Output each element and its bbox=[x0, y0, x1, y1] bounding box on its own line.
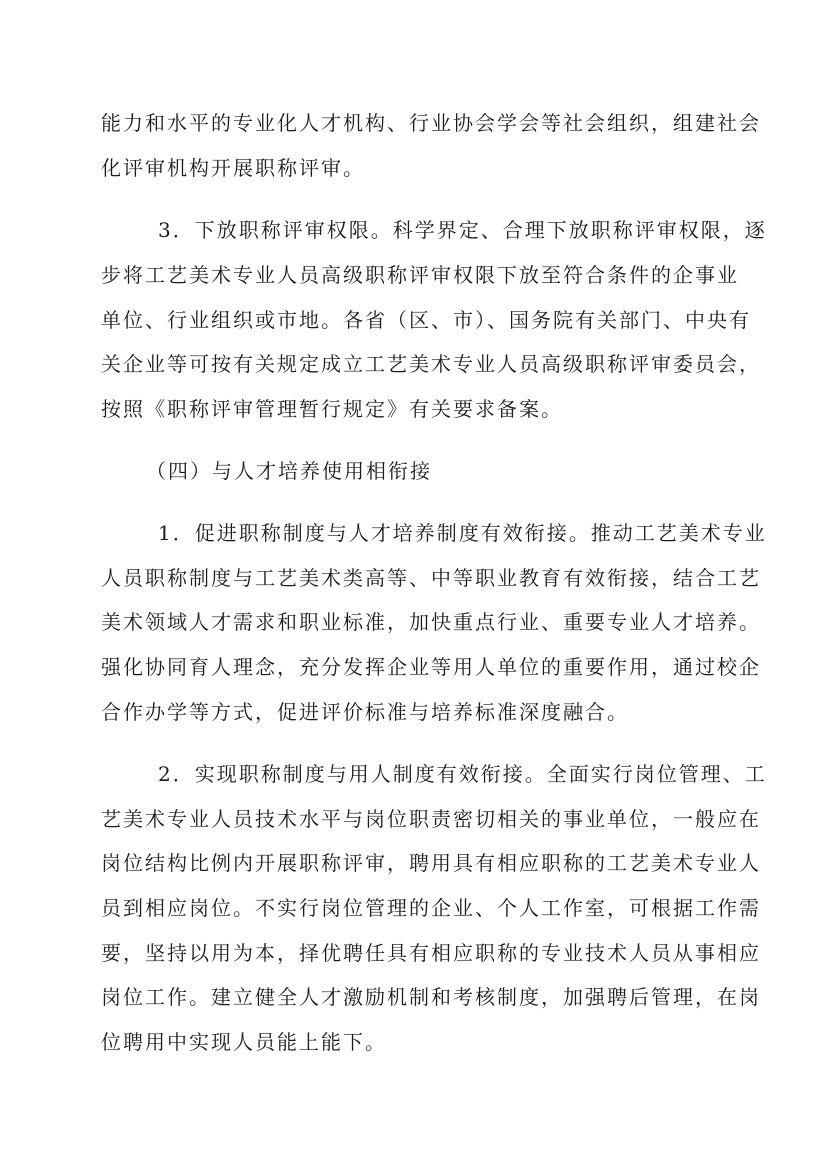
text-line: 3．下放职称评审权限。科学界定、合理下放职称评审权限，逐 bbox=[158, 218, 767, 242]
text-line: 人员职称制度与工艺美术类高等、中等职业教育有效衔接，结合工艺 bbox=[101, 566, 761, 590]
text-line: 岗位结构比例内开展职称评审，聘用具有相应职称的工艺美术专业人 bbox=[101, 851, 761, 875]
text-line: 能力和水平的专业化人才机构、行业协会学会等社会组织，组建社会 bbox=[101, 111, 761, 135]
text-line: 美术领域人才需求和职业标准，加快重点行业、重要专业人才培养。 bbox=[101, 610, 761, 634]
text-line: 1．促进职称制度与人才培养制度有效衔接。推动工艺美术专业 bbox=[158, 521, 767, 545]
text-line: 关企业等可按有关规定成立工艺美术专业人员高级职称评审委员会， bbox=[101, 352, 761, 376]
text-line: 岗位工作。建立健全人才激励机制和考核制度，加强聘后管理，在岗 bbox=[101, 985, 761, 1009]
text-line: 要，坚持以用为本，择优聘任具有相应职称的专业技术人员从事相应 bbox=[101, 941, 761, 965]
text-line: 合作办学等方式，促进评价标准与培养标准深度融合。 bbox=[101, 700, 629, 724]
text-line: 按照《职称评审管理暂行规定》有关要求备案。 bbox=[101, 397, 563, 421]
text-line: 员到相应岗位。不实行岗位管理的企业、个人工作室，可根据工作需 bbox=[101, 896, 761, 920]
text-line: 位聘用中实现人员能上能下。 bbox=[101, 1030, 387, 1054]
text-line: 步将工艺美术专业人员高级职称评审权限下放至符合条件的企事业 bbox=[101, 263, 739, 287]
text-line: 单位、行业组织或市地。各省（区、市）、国务院有关部门、中央有 bbox=[101, 308, 751, 332]
section-heading: （四）与人才培养使用相衔接 bbox=[146, 459, 432, 483]
text-line: 艺美术专业人员技术水平与岗位职责密切相关的事业单位，一般应在 bbox=[101, 807, 761, 831]
text-line: 强化协同育人理念，充分发挥企业等用人单位的重要作用，通过校企 bbox=[101, 655, 761, 679]
text-line: 2．实现职称制度与用人制度有效衔接。全面实行岗位管理、工 bbox=[158, 762, 767, 786]
text-line: 化评审机构开展职称评审。 bbox=[101, 156, 365, 180]
